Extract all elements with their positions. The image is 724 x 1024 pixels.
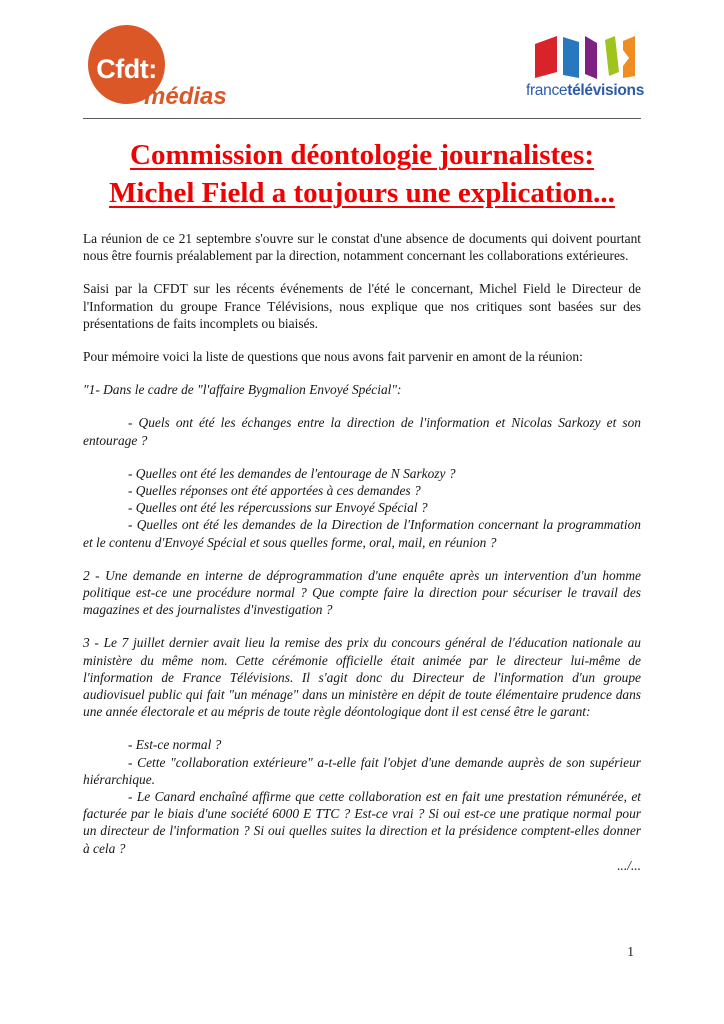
cfdt-logo-medias-text: médias [144,83,227,110]
question-item: - Le Canard enchaîné affirme que cette collaboration est en fait une prestation rémunérée, et facturée par le biais d'une société 6000 E TTC ? Est-ce vrai ? Si oui est-ce une pratique normal pour un directeur de l'information ? Si oui quelles suites la direction et la présidence comptent-elles donner à cela ? [83,789,641,856]
question-item: - Quelles ont été les demandes de la Direction de l'Information concernant la programmation et le contenu d'Envoyé Spécial et sous quelles forme, oral, mail, en réunion ? [83,517,641,550]
question-item: - Quels ont été les échanges entre la direction de l'information et Nicolas Sarkozy et son entourage ? [83,415,641,448]
question-section-heading: "1- Dans le cadre de "l'affaire Bygmalion Envoyé Spécial": [83,382,402,398]
cfdt-logo-text: Cfdt: [96,54,157,84]
document-title-line1: Commission déontologie journalistes: [130,139,594,171]
header-divider [83,118,641,119]
numbered-question-2: 2 - Une demande en interne de déprogrammation d'une enquête après un intervention d'un homme politique est-ce une procédure normal ? Que compte faire la direction pour sécuriser le travail des magazines et des journalistes d'investigation ? [83,567,641,618]
france-televisions-wordmark [505,82,665,100]
body-paragraph: Pour mémoire voici la liste de questions que nous avons fait parvenir en amont de la réunion: [83,349,583,365]
document-title-line2: Michel Field a toujours une explication... [109,177,615,209]
body-paragraph: Saisi par la CFDT sur les récents événements de l'été le concernant, Michel Field le Directeur de l'Information du groupe France Télévisions, nous explique que nos critiques sont basées sur des présentations de faits incomplets ou biaisés. [83,281,641,331]
france-televisions-bars-icon [533,34,637,80]
cfdt-medias-logo [88,23,248,115]
continuation-mark: .../... [617,857,641,873]
question-item: - Est-ce normal ? [128,737,222,753]
document-body [83,230,641,890]
intro-paragraph: La réunion de ce 21 septembre s'ouvre sur le constat d'une absence de documents qui doivent pourtant nous être fournis préalablement par la direction, notamment concernant les collaborations extérieures. [83,231,641,264]
france-televisions-logo [505,34,665,100]
question-item: - Quelles ont été les demandes de l'entourage de N Sarkozy ? [128,465,456,481]
ftv-wordmark-televisions: télévisions [567,82,645,99]
question-item: - Quelles ont été les répercussions sur Envoyé Spécial ? [128,500,428,516]
question-item: - Cette "collaboration extérieure" a-t-elle fait l'objet d'une demande auprès de son supérieur hiérarchique. [83,754,641,787]
page-number: 1 [627,944,634,959]
document-title [42,136,682,212]
numbered-question-3: 3 - Le 7 juillet dernier avait lieu la remise des prix du concours général de l'éducation nationale au ministère du même nom. Cette cérémonie officielle était animée par le directeur lui-même de l'information de France Télévisions. Il s'agit donc du Directeur de l'information d'un groupe audiovisuel public qui fait "un ménage" dans un ministère en dépit de toute élémentaire prudence dans une année électorale et au mépris de toute règle déontologique dont il est censé être le garant: [83,635,641,720]
ftv-wordmark-france: france [525,82,568,99]
question-item: - Quelles réponses ont été apportées à ces demandes ? [128,483,421,499]
